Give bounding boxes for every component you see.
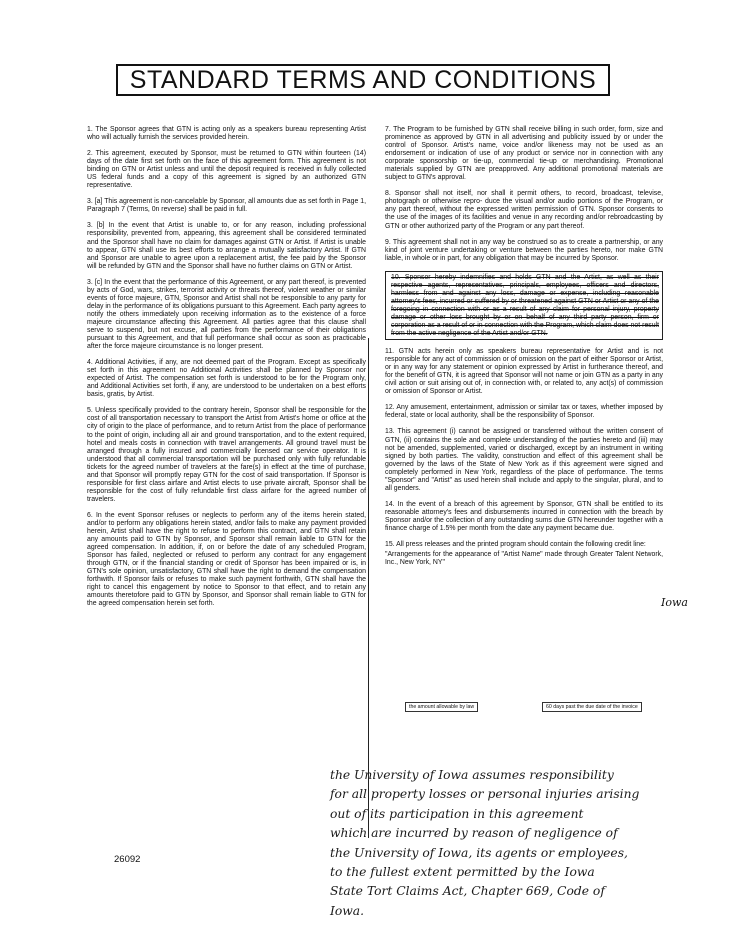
inserted-due-date-note: 60 days past the due date of the invoice (542, 702, 642, 712)
clause-3b: 3. [b] In the event that Artist is unable to, or for any reason, including professional responsibility, prevented from, appearing, this agreement shall be considered terminated and the Sponsor shall have no claim for damages against GTN or Artist. If Artist is unable to appear, GTN shall use its best efforts to arrange a mutually satisfactory Artist. If GTN and Sponsor are unable to agree upon a replacement artist, the fee paid by the Sponsor will be refunded by GTN and the Sponsor shall have no further claims on GTN or Artist. (87, 222, 366, 270)
clause-4: 4. Additional Activities, if any, are not deemed part of the Program. Except as specifically set forth in this agreement no Additional Activities shall be planned by Sponsor nor expected of Artist. The compensation set forth is understood to be for the Program only, and Additional Activities set forth, if any, are understood to be undertaken on a best efforts basis, gratis, by Artist. (87, 359, 366, 399)
clause-5: 5. Unless specifically provided to the contrary herein, Sponsor shall be responsible for the cost of all transportation necessary to transport the Artist from Artist's home or office at the city of origin to the place of performance, and to return Artist from the place of performance to the point of origin, including all air and ground transportation, and to the extent required, hotel and meals costs in connection with travel arrangements. All ground travel must be arranged through a fully insured and commercially licensed car service operator. It is understood that all commercial transportation will be purchased only with fully refundable tickets for the agreed number of travelers at the fare(s) in effect at the time of purchase, and that Sponsor will promptly repay GTN for the cost of said transportation. If Sponsor is responsible for first class airfare and Artist elects to use private aircraft, Sponsor shall be responsible for the cost of fully refundable first class airfare for the agreed number of travelers. (87, 407, 366, 503)
handwritten-line: for all property losses or personal injuries arising (330, 787, 640, 802)
clause-12: 12. Any amusement, entertainment, admission or similar tax or taxes, whether imposed by federal, state or local authority, shall be the responsibility of Sponsor. (385, 404, 663, 420)
handwritten-line: Iowa. (330, 903, 365, 918)
handwritten-line: the University of Iowa assumes responsibility (330, 768, 614, 782)
clause-15: 15. All press releases and the printed program should contain the following credit line: (385, 541, 646, 549)
handwritten-iowa-replacement: Iowa (661, 596, 688, 609)
handwritten-line: to the fullest extent permitted by the Iowa (330, 865, 595, 880)
left-column (87, 126, 366, 616)
inserted-allowable-amount: the amount allowable by law (405, 702, 478, 712)
clause-8: 8. Sponsor shall not itself, nor shall it permit others, to record, broadcast, televise, photograph or otherwise repro- duce the visual and/or audio portions of the Program, or any part thereof, without the expressed written permission of GTN. Sponsor consents to the use of the images of its facilities and venue in any recording and/or rebroadcasting by GTN or other authorized party of the Program or any part thereof. (385, 190, 663, 230)
handwritten-line: the University of Iowa, its agents or employees, (330, 845, 628, 860)
clause-1: 1. The Sponsor agrees that GTN is acting only as a speakers bureau representing Artist who will actually furnish the services provided herein. (87, 126, 366, 142)
handwritten-line: out of its participation in this agreement (330, 806, 584, 821)
clause-14: 14. In the event of a breach of this agreement by Sponsor, GTN shall be entitled to its reasonable attorney's fees and disbursements incurred in connection with the breach by Sponsor and/or the collection of any outstanding sums due GTN hereunder together with a finance charge of 1.5% per month from the date any payment became due. (385, 500, 663, 532)
margin-bracket (368, 338, 369, 838)
page-title: STANDARD TERMS AND CONDITIONS (116, 64, 610, 96)
clause-7: 7. The Program to be furnished by GTN shall receive billing in such order, form, size and prominence as approved by GTN in all advertising and publicity issued by or under the control of Sponsor. Artist's name, voice and/or likeness may not be used as an endorsement or indication of use of any product or service nor in connection with any corporate sponsorship or tie-up, commercial tie-up or merchandising. Promotional materials supplied by GTN are preapproved. Any additional promotional materials are subject to GTN's approval. (385, 126, 663, 182)
clause-6: 6. In the event Sponsor refuses or neglects to perform any of the items herein stated, and/or to perform any obligations herein stated, and/or fails to make any payment provided herein, Artist shall have the right to refuse to perform this contract, and GTN shall retain any amounts paid to GTN by Sponsor, and Sponsor shall remain liable to GTN for the agreed compensation. In addition, if, on or before the date of any scheduled Program, Sponsor has failed, neglected or refused to perform any contract for any engagement through GTN, or if the financial standing or credit of Sponsor has been impaired or is, in GTN's sole opinion, unsatisfactory, GTN shall have the right to demand the compensation forthwith. If Sponsor fails or refuses to make such payment forthwith, GTN shall have the right to cancel this engagement by notice to Sponsor to that effect, and to retain any amounts theretofore paid to GTN by Sponsor, and Sponsor shall remain liable to GTN for the agreed compensation herein set forth. (87, 511, 366, 608)
clause-11: 11. GTN acts herein only as speakers bureau representative for Artist and is not responsible for any act of commission or of omission on the part of either Sponsor or Artist, or in any way for any statement or opinion expressed by Artist in furtherance thereof, and for the benefit of GTN, it is agreed that Sponsor will not name or join GTN as a party in any civil action or suit arising out of, in connection with, or related to, any act(s) of commission or omission of Sponsor or Artist. (385, 348, 663, 396)
clause-3a: 3. [a] This agreement is non-cancelable by Sponsor, all amounts due as set forth in Page 1, Paragraph 7 (Terms, 0n reverse) shall be paid in full. (87, 198, 366, 214)
handwritten-line: which are incurred by reason of negligence of (330, 826, 618, 841)
clause-9: 9. This agreement shall not in any way be construed so as to create a partnership, or any kind of joint venture undertaking or venture between the parties hereto, nor make GTN liable, in whole or in part, for any obligation that may be incurred by Sponsor. (385, 238, 663, 262)
handwritten-addendum (330, 766, 725, 921)
right-column (385, 126, 663, 575)
credit-line: "Arrangements for the appearance of "Artist Name" made through Greater Talent Network, Inc., New York, NY" (385, 551, 663, 567)
clause-13: 13. This agreement (i) cannot be assigned or transferred without the written consent of GTN, (ii) contains the sole and complete understanding of the parties hereto and (iii) may not be amended, supplemented, varied or discharged, except by an instrument in writing signed by both parties. The validity, construction and effect of this agreement shall be governed by the laws of the State of New York as if this agreement were signed and completely performed in New York, regardless of the place of performance. The terms "Sponsor" and "Artist" as used herein shall include and apply to the singular, plural, and to all genders. (385, 428, 663, 492)
handwritten-line: State Tort Claims Act, Chapter 669, Code of (330, 884, 605, 899)
clause-10-struck: 10. Sponsor hereby indemnifies and holds GTN and the Artist, as well as their respective agents, representatives, principals, employees, officers and directors, harmless from and against any loss, damage or expense, including reasonable attorney's fees, incurred or suffered by or threatened against GTN or Artist or any of the foregoing in connection with or as a result of any claim for personal injury, property damage or other loss brought by or on behalf of any third party person, firm or corporation as a result of or in connection with the Program, which claim does not result from the active negligence of the Artist and/or GTN. (385, 271, 663, 340)
document-number: 26092 (114, 854, 141, 865)
clause-3c: 3. [c] In the event that the performance of this Agreement, or any part thereof, is prevented by acts of God, wars, strikes, terrorist activity or threats thereof, violent weather or similar events of force majeure, GTN, Sponsor and Artist shall not be responsible to any party for delay in the performance of its obligations pursuant to this Agreement. Each party agrees to notify the others immediately upon receiving information as to the existence of a force majeure circumstance affecting this Agreement. All parties agree that this clause shall serve to suspend, but not excuse, all parties from the performance of their obligations pursuant to this Agreement, and that full performance shall occur as soon as practicable after the force majeure circumstance is no longer present. (87, 278, 366, 351)
clause-2: 2. This agreement, executed by Sponsor, must be returned to GTN within fourteen (14) days of the date first set forth on the face of this agreement form. This agreement is not binding on GTN or Artist unless and until the deposit required is received in fully collected US federal funds and a copy of this agreement is signed by an authorized GTN representative. (87, 150, 366, 190)
